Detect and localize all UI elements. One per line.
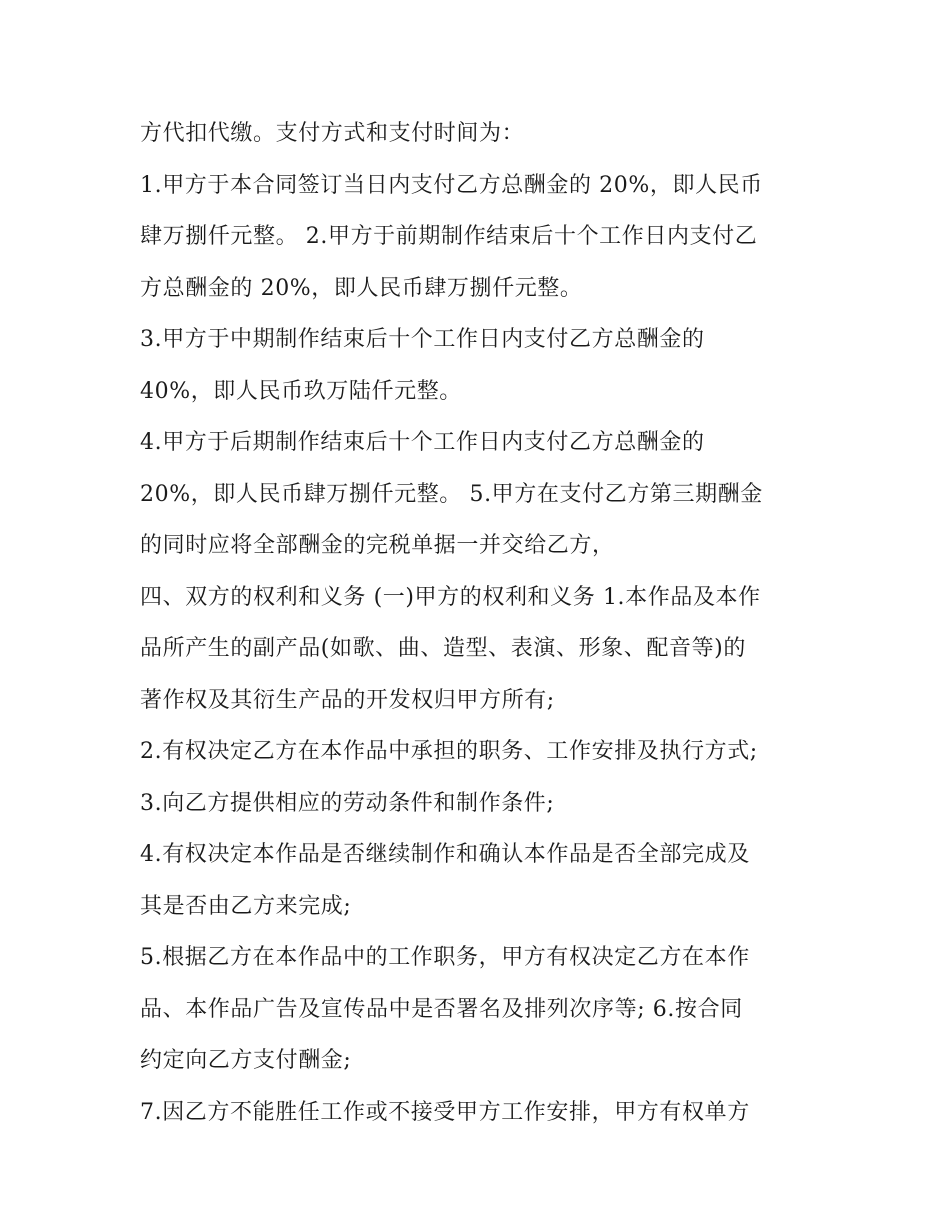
text-line: 3.向乙方提供相应的劳动条件和制作条件; xyxy=(140,790,555,816)
text-line: 20%，即人民币肆万捌仟元整。 5.甲方在支付乙方第三期酬金 xyxy=(140,481,763,507)
text-line: 1.甲方于本合同签订当日内支付乙方总酬金的 20%，即人民币 xyxy=(140,172,763,198)
text-line: 的同时应将全部酬金的完税单据一并交给乙方， xyxy=(140,533,615,558)
text-line: 著作权及其衍生产品的开发权归甲方所有; xyxy=(140,687,555,713)
text-line: 5.根据乙方在本作品中的工作职务，甲方有权决定乙方在本作 xyxy=(140,945,750,970)
text-line: 品、本作品广告及宣传品中是否署名及排列次序等; 6.按合同 xyxy=(140,996,743,1022)
text-line: 2.有权决定乙方在本作品中承担的职务、工作安排及执行方式; xyxy=(140,739,758,764)
text-line: 其是否由乙方来完成; xyxy=(140,893,352,919)
text-line: 品所产生的副产品(如歌、曲、造型、表演、形象、配音等)的 xyxy=(140,636,746,661)
text-line: 方总酬金的 20%，即人民币肆万捌仟元整。 xyxy=(140,275,583,301)
text-line: 4.有权决定本作品是否继续制作和确认本作品是否全部完成及 xyxy=(140,842,750,867)
text-line: 方代扣代缴。支付方式和支付时间为： xyxy=(140,121,525,146)
text-line: 7.因乙方不能胜任工作或不接受甲方工作安排，甲方有权单方 xyxy=(140,1099,750,1125)
text-line: 40%，即人民币玖万陆仟元整。 xyxy=(140,378,462,404)
text-line: 肆万捌仟元整。 2.甲方于前期制作结束后十个工作日内支付乙 xyxy=(140,224,758,249)
text-line: 四、双方的权利和义务 (一)甲方的权利和义务 1.本作品及本作 xyxy=(140,584,761,610)
text-line: 4.甲方于后期制作结束后十个工作日内支付乙方总酬金的 xyxy=(140,430,705,455)
text-line: 3.甲方于中期制作结束后十个工作日内支付乙方总酬金的 xyxy=(140,327,705,352)
text-line: 约定向乙方支付酬金; xyxy=(140,1048,352,1073)
document-body xyxy=(140,108,820,1138)
